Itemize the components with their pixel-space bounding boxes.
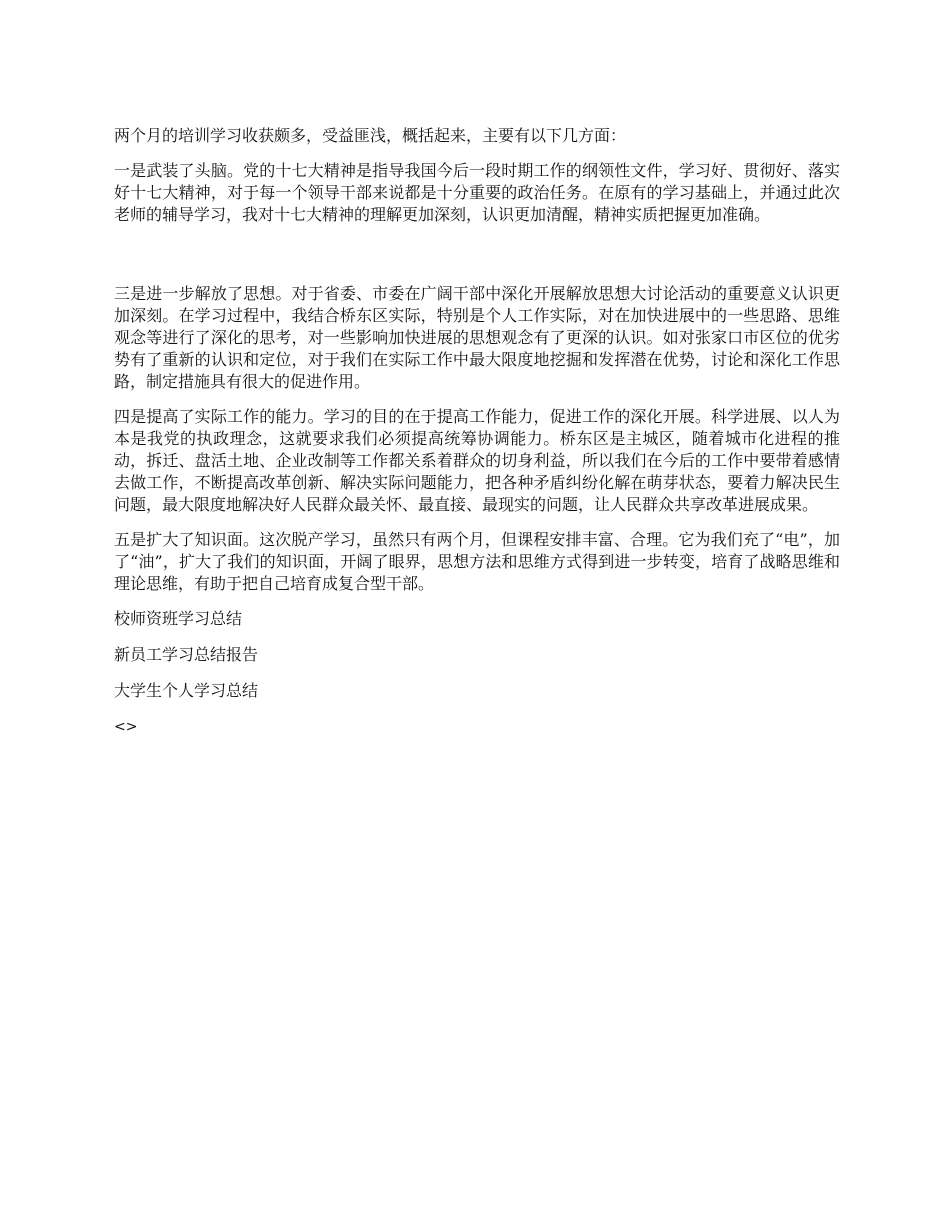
related-link-3[interactable]: 大学生个人学习总结 — [114, 681, 259, 700]
paragraph-three: 三是进一步解放了思想。对于省委、市委在广阔干部中深化开展解放思想大讨论活动的重要意义认识更加深刻。在学习过程中，我结合桥东区实际，特别是个人工作实际，对在加快进展中的一些思路、思维观念等进行了深化的思考，对一些影响加快进展的思想观念有了更深的认识。如对张家口市区位的优劣势有了重新的认识和定位，对于我们在实际工作中最大限度地挖掘和发挥潜在优势，讨论和深化工作思路，制定措施具有很大的促进作用。 — [114, 284, 840, 391]
related-link-1[interactable]: 校师资班学习总结 — [114, 609, 243, 628]
blank-gap — [114, 239, 840, 283]
paragraph-four: 四是提高了实际工作的能力。学习的目的在于提高工作能力，促进工作的深化开展。科学进展、以人为本是我党的执政理念，这就要求我们必须提高统筹协调能力。桥东区是主城区，随着城市化进程的推动，拆迁、盘活土地、企业改制等工作都关系着群众的切身利益，所以我们在今后的工作中要带着感情去做工作，不断提高改革创新、解决实际问题能力，把各种矛盾纠纷化解在萌芽状态，要着力解决民生问题，最大限度地解决好人民群众最关怀、最直接、最现实的问题，让人民群众共享改革进展成果。 — [114, 407, 840, 514]
pager-nav[interactable]: <> — [114, 719, 138, 735]
paragraph-one: 一是武装了头脑。党的十七大精神是指导我国今后一段时期工作的纲领性文件，学习好、贯彻好、落实好十七大精神，对于每一个领导干部来说都是十分重要的政治任务。在原有的学习基础上，并通过此次老师的辅导学习，我对十七大精神的理解更加深刻，认识更加清醒，精神实质把握更加准确。 — [114, 161, 840, 224]
related-link-2[interactable]: 新员工学习总结报告 — [114, 645, 259, 664]
document-body — [114, 125, 840, 738]
paragraph-five: 五是扩大了知识面。这次脱产学习，虽然只有两个月，但课程安排丰富、合理。它为我们充了“电”，加了“油”，扩大了我们的知识面，开阔了眼界，思想方法和思维方式得到进一步转变，培育了战略思维和理论思维，有助于把自己培育成复合型干部。 — [114, 530, 840, 593]
intro-paragraph: 两个月的培训学习收获颇多，受益匪浅，概括起来，主要有以下几方面： — [114, 126, 627, 145]
